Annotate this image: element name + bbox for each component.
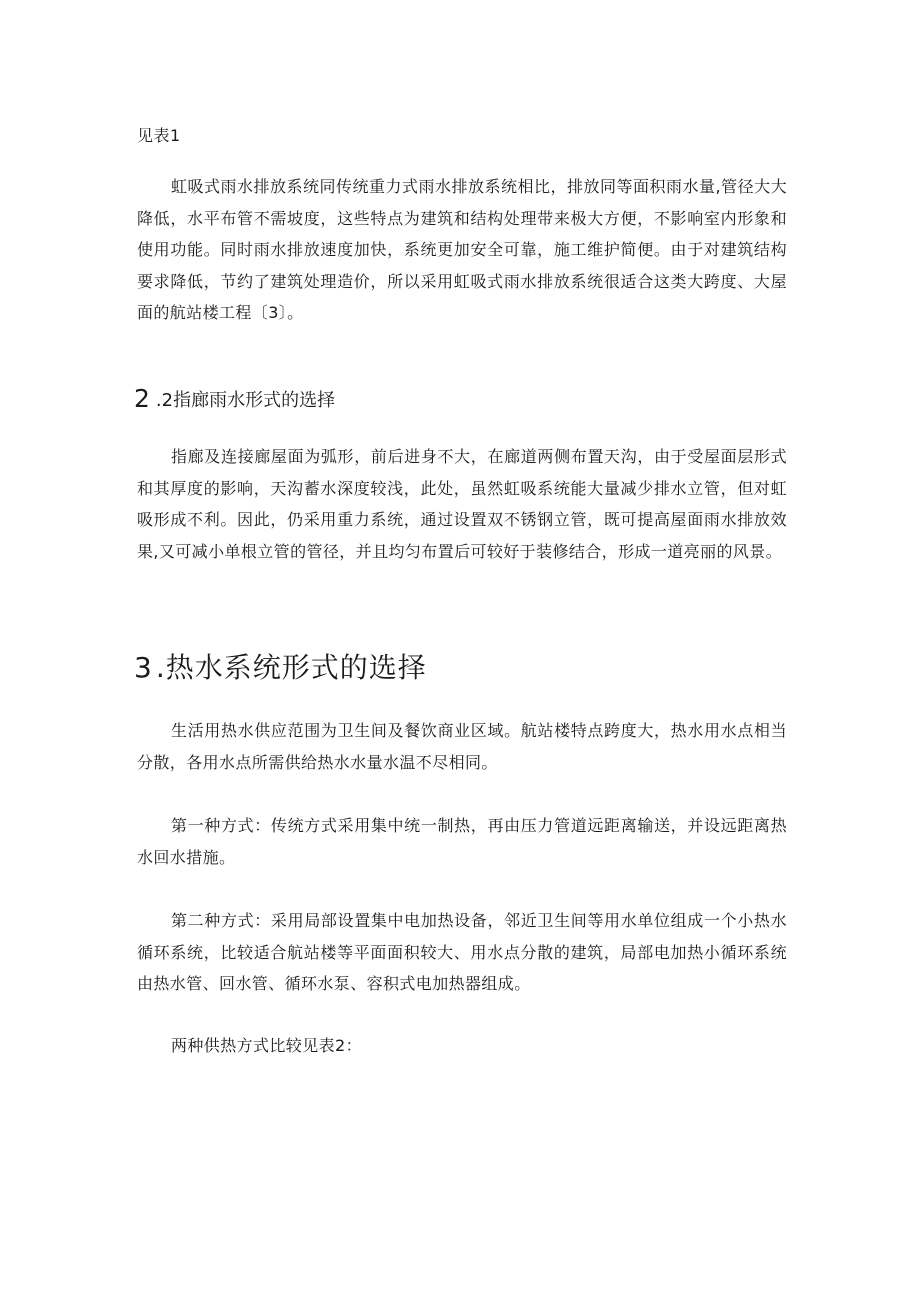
paragraph-method-two: 第二种方式：采用局部设置集中电加热设备，邻近卫生间等用水单位组成一个小热水循环系统，比较适合航站楼等平面面积较大、用水点分散的建筑，局部电加热小循环系统由热水管、回水管、循环水泵、容积式电加热器组成。 (137, 911, 787, 993)
paragraph-comparison-reference: 两种供热方式比较见表2： (171, 1036, 362, 1055)
section-title: .热水系统形式的选择 (155, 651, 427, 684)
paragraph-siphon-drainage: 虹吸式雨水排放系统同传统重力式雨水排放系统相比，排放同等面积雨水量,管径大大降低，水平布管不需坡度，这些特点为建筑和结构处理带来极大方便，不影响室内形象和使用功能。同时雨水排放速度加快，系统更加安全可靠，施工维护简便。由于对建筑结构要求降低，节约了建筑处理造价，所以采用虹吸式雨水排放系统很适合这类大跨度、大屋面的航站楼工程〔3〕。 (137, 177, 787, 322)
section-title: .2指廊雨水形式的选择 (155, 390, 336, 411)
section-number: 2 (134, 384, 156, 413)
table-reference: 见表1 (137, 126, 181, 145)
paragraph-corridor-rainwater: 指廊及连接廊屋面为弧形，前后进身不大，在廊道两侧布置天沟，由于受屋面层形式和其厚度的影响，天沟蓄水深度较浅，此处，虽然虹吸系统能大量减少排水立管，但对虹吸形成不利。因此，仍采用重力系统，通过设置双不锈钢立管，既可提高屋面雨水排放效果,又可减小单根立管的管径，并且均匀布置后可较好于装修结合，形成一道亮丽的风景。 (137, 447, 787, 561)
section-heading-2-2 (134, 384, 335, 416)
paragraph-method-one: 第一种方式：传统方式采用集中统一制热，再由压力管道远距离输送，并设远距离热水回水措施。 (137, 816, 787, 867)
section-number: 3 (134, 651, 156, 684)
paragraph-hotwater-scope: 生活用热水供应范围为卫生间及餐饮商业区域。航站楼特点跨度大，热水用水点相当分散，各用水点所需供给热水水量水温不尽相同。 (137, 721, 787, 772)
section-heading-3 (134, 648, 427, 688)
